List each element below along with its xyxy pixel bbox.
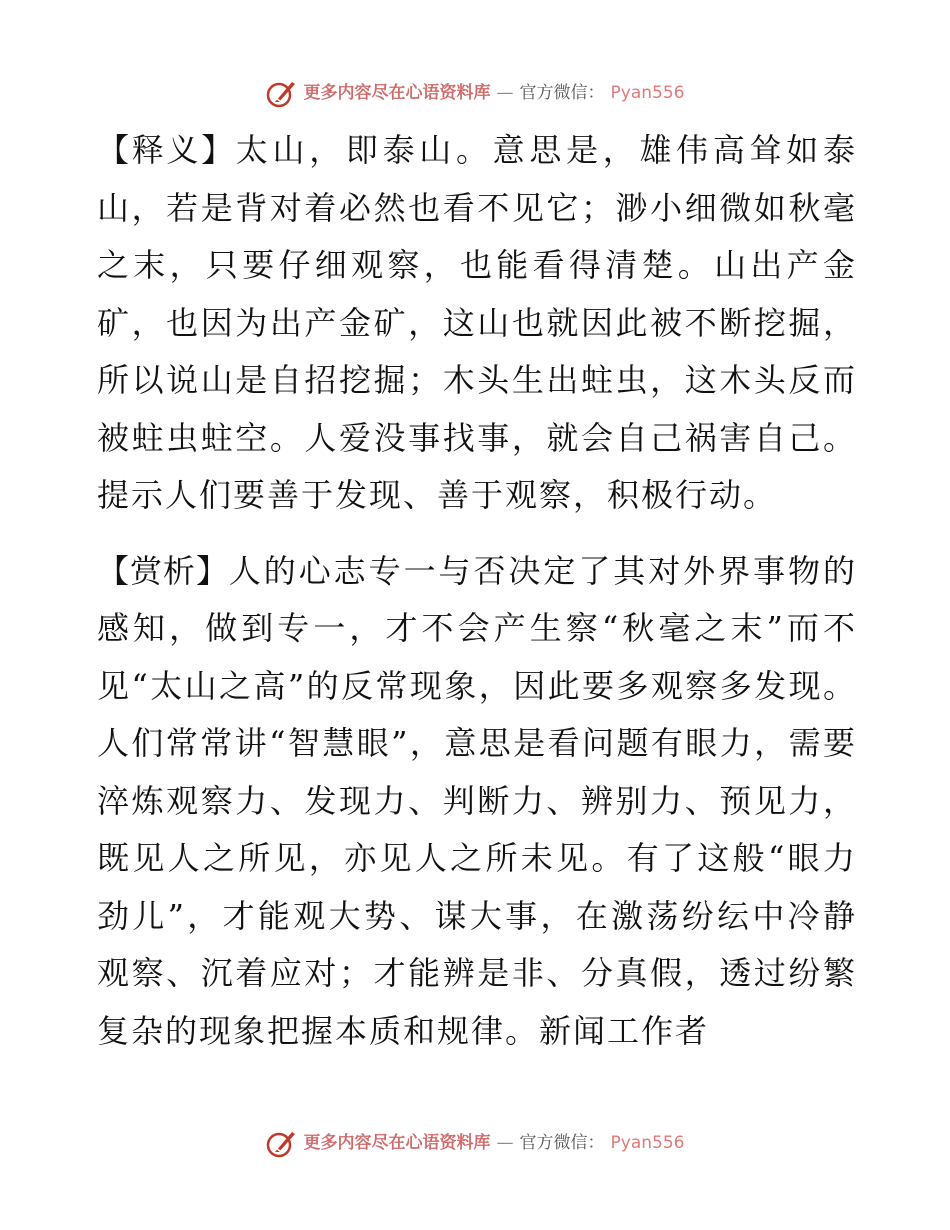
paragraph-tag: 【释义】 — [97, 131, 236, 169]
paragraph-analysis — [97, 543, 857, 1061]
document-body — [97, 122, 857, 1060]
watermark-dash: — — [496, 83, 514, 103]
watermark-wechat-label: 官方微信： — [519, 1133, 605, 1153]
footer-watermark — [0, 1128, 950, 1158]
paragraph-definition — [97, 122, 857, 525]
watermark-wechat-id: Pyan556 — [610, 83, 685, 103]
watermark-wechat-label: 官方微信： — [519, 83, 605, 103]
watermark-main-text: 更多内容尽在心语资料库 — [303, 83, 491, 103]
paragraph-tag: 【赏析】 — [97, 551, 229, 590]
watermark-dash: — — [496, 1133, 514, 1153]
watermark-main-text: 更多内容尽在心语资料库 — [303, 1133, 491, 1153]
watermark-wechat-id: Pyan556 — [610, 1133, 685, 1153]
paragraph-text: 太山，即泰山。意思是，雄伟高耸如泰山，若是背对着必然也看不见它；渺小细微如秋毫之末，只要仔细观察，也能看得清楚。山出产金矿，也因为出产金矿，这山也就因此被不断挖掘，所以说山是自招挖掘；木头生出蛀虫，这木头反而被蛀虫蛀空。人爱没事找事，就会自己祸害自己。提示人们要善于发现、善于观察，积极行动。 — [97, 131, 857, 514]
quill-logo-icon — [266, 1128, 298, 1158]
paragraph-text: 人的心志专一与否决定了其对外界事物的感知，做到专一，才不会产生察“秋毫之末”而不见“太山之高”的反常现象，因此要多观察多发现。人们常常讲“智慧眼”，意思是看问题有眼力，需要淬炼观察力、发现力、判断力、辨别力、预见力，既见人之所见，亦见人之所未见。有了这般“眼力劲儿”，才能观大势、谋大事，在激荡纷纭中冷静观察、沉着应对；才能辨是非、分真假，透过纷繁复杂的现象把握本质和规律。新闻工作者 — [97, 551, 857, 1050]
quill-logo-icon — [266, 78, 298, 108]
header-watermark — [0, 78, 950, 108]
